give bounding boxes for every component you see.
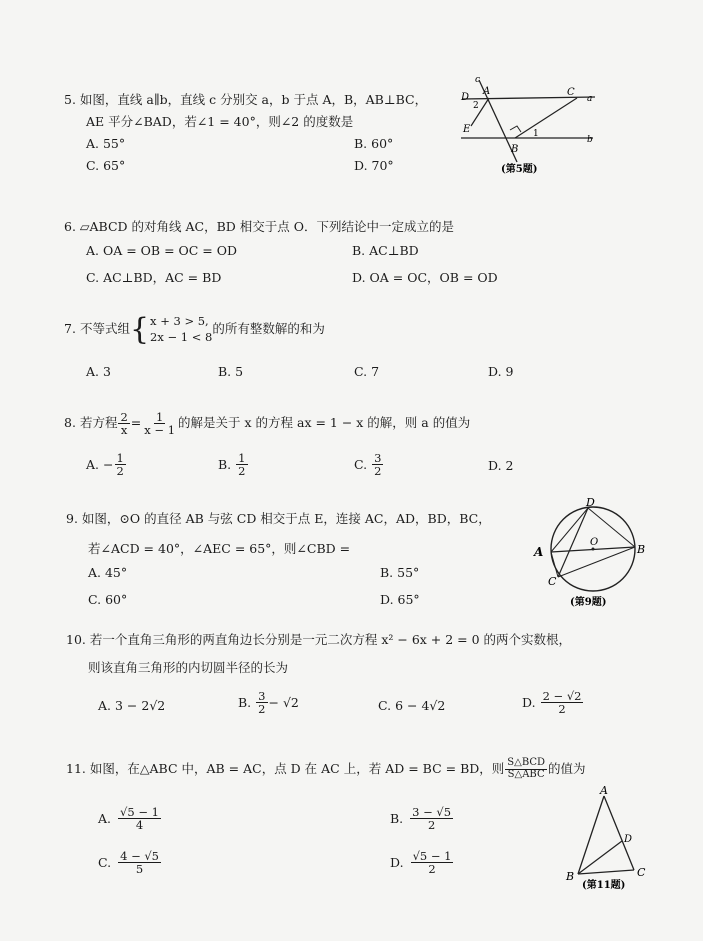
option-c[interactable]: C. $\frac{3}{2}$: [354, 451, 382, 479]
question-number: 5.: [64, 92, 76, 107]
option-c[interactable]: C. AC⊥BD，AC = BD: [86, 270, 222, 285]
option-b[interactable]: B. 55°: [380, 565, 420, 580]
inequality-2: 2x − 1 < 8: [150, 329, 213, 344]
question-number: 8.: [64, 415, 76, 431]
label-line-b: b: [587, 135, 593, 145]
option-c[interactable]: C. $\frac{4 - √5}{5}$: [98, 849, 160, 877]
segment-bc: [578, 870, 634, 874]
inequality-1: x + 3 > 5,: [150, 314, 209, 328]
figure-q11: [560, 784, 660, 894]
option-fraction: $\frac{4 - √5}{5}$: [120, 849, 160, 877]
label-c-point: C: [567, 87, 575, 98]
option-b[interactable]: B. $\frac{3}{2}$ − √2: [238, 689, 299, 717]
equation-left-fraction: $\frac{2}{x}$: [120, 410, 128, 438]
right-angle-mark: [510, 126, 521, 132]
figure-caption: (第5题): [501, 164, 538, 175]
question-stem-line2: 若∠ACD = 40°，∠AEC = 65°，则∠CBD =: [88, 541, 351, 556]
question-stem-line2: AE 平分∠BAD，若∠1 = 40°，则∠2 的度数是: [86, 114, 354, 129]
label-c: C: [637, 866, 646, 879]
option-d[interactable]: D. 2: [488, 458, 514, 473]
option-d[interactable]: D. 65°: [380, 592, 420, 607]
option-b[interactable]: B. 60°: [354, 136, 394, 151]
question-prefix: 不等式组: [79, 321, 130, 337]
option-b[interactable]: B. $\frac{1}{2}$: [218, 451, 246, 479]
brace-symbol: {: [129, 311, 150, 347]
question-9: [66, 511, 491, 527]
option-c[interactable]: C. 60°: [88, 592, 128, 607]
option-a[interactable]: A. 3: [86, 364, 111, 379]
question-6: [64, 219, 454, 235]
option-d[interactable]: D. 9: [488, 364, 514, 379]
question-prefix: 若方程: [79, 415, 118, 431]
option-c[interactable]: C. 65°: [86, 158, 126, 173]
segment-ac: [604, 796, 634, 870]
label-angle-2: 2: [473, 101, 479, 111]
option-c[interactable]: C. 6 − 4√2: [378, 698, 446, 713]
question-suffix: 的值为: [548, 760, 586, 776]
option-fraction: $\frac{2 - √2}{2}$: [542, 689, 582, 717]
segment-bd: [578, 841, 622, 874]
question-number: 10.: [66, 632, 86, 647]
option-b[interactable]: B. AC⊥BD: [352, 243, 419, 258]
option-a[interactable]: A. − $\frac{1}{2}$: [86, 451, 124, 479]
label-e: E: [463, 124, 471, 135]
label-c: C: [548, 575, 557, 588]
label-a: A: [600, 784, 608, 797]
question-5: [64, 92, 427, 108]
question-number: 11.: [66, 760, 86, 776]
option-fraction: $\frac{3 - √5}{2}$: [412, 805, 452, 833]
option-a[interactable]: A. OA = OB = OC = OD: [86, 243, 238, 258]
option-d[interactable]: D. OA = OC，OB = OD: [352, 270, 498, 285]
option-a[interactable]: A. $\frac{√5 - 1}{4}$: [98, 805, 159, 833]
segment-ab: [578, 796, 604, 874]
figure-q9: [528, 497, 658, 613]
option-fraction: $\frac{3}{2}$: [374, 451, 382, 479]
question-number: 9.: [66, 511, 78, 526]
label-d: D: [586, 497, 595, 509]
equation-right-fraction: $\frac{1}{x - 1}$: [144, 410, 176, 438]
option-d[interactable]: D. $\frac{√5 - 1}{2}$: [390, 849, 452, 877]
label-line-a: a: [587, 94, 593, 104]
figure-caption: (第11题): [582, 880, 626, 891]
segment-bc: [515, 98, 577, 138]
label-o: O: [590, 537, 599, 548]
figure-caption: (第9题): [570, 597, 607, 608]
option-fraction: $\frac{1}{2}$: [116, 451, 124, 479]
question-number: 6.: [64, 219, 76, 234]
question-stem: ▱ABCD 的对角线 AC，BD 相交于点 O．下列结论中一定成立的是: [79, 219, 455, 234]
question-suffix: 的解是关于 x 的方程 ax = 1 − x 的解，则 a 的值为: [178, 415, 471, 431]
option-a[interactable]: A. 3 − 2√2: [98, 698, 166, 713]
label-c: c: [475, 75, 481, 85]
option-fraction: $\frac{√5 - 1}{4}$: [120, 805, 159, 833]
question-number: 7.: [64, 321, 76, 337]
question-10: [66, 632, 571, 648]
question-11: [66, 758, 586, 780]
label-d: D: [461, 92, 470, 103]
label-d: D: [624, 834, 633, 845]
label-b-point: B: [511, 144, 519, 155]
option-fraction: $\frac{3}{2}$: [258, 689, 266, 717]
option-b[interactable]: B. 5: [218, 364, 244, 379]
option-fraction: $\frac{1}{2}$: [238, 451, 246, 479]
label-b: B: [637, 543, 646, 556]
question-8: [64, 411, 470, 436]
question-stem-line2: 则该直角三角形的内切圆半径的长为: [88, 660, 289, 675]
label-a: A: [534, 545, 544, 559]
segment-ac: [551, 552, 558, 577]
figure-q5: [455, 74, 605, 180]
question-suffix: 的所有整数解的和为: [212, 321, 325, 337]
label-a: A: [483, 86, 491, 97]
label-angle-1: 1: [533, 129, 539, 139]
question-stem: 如图，在△ABC 中，AB = AC，点 D 在 AC 上，若 AD = BC = BD，则: [89, 760, 505, 776]
area-ratio-fraction: $\frac{\text{S△BCD}}{\text{S△ABC}}$: [507, 757, 546, 780]
inequality-system: [129, 311, 213, 347]
option-b[interactable]: B. $\frac{3 - √5}{2}$: [390, 805, 452, 833]
option-c[interactable]: C. 7: [354, 364, 380, 379]
question-stem-line1: 若一个直角三角形的两直角边长分别是一元二次方程 x² − 6x + 2 = 0 的两个实数根，: [89, 632, 572, 647]
equals-sign: =: [130, 415, 142, 431]
option-d[interactable]: D. $\frac{2 - √2}{2}$: [522, 689, 582, 717]
option-a[interactable]: A. 55°: [86, 136, 126, 151]
question-stem-line1: 如图，⊙O 的直径 AB 与弦 CD 相交于点 E，连接 AC，AD，BD，BC，: [81, 511, 491, 526]
label-b: B: [566, 870, 575, 883]
question-7: [64, 311, 325, 347]
option-d[interactable]: D. 70°: [354, 158, 394, 173]
question-stem-line1: 如图，直线 a∥b，直线 c 分别交 a，b 于点 A，B，AB⊥BC，: [79, 92, 428, 107]
option-fraction: $\frac{√5 - 1}{2}$: [412, 849, 452, 877]
option-a[interactable]: A. 45°: [88, 565, 128, 580]
